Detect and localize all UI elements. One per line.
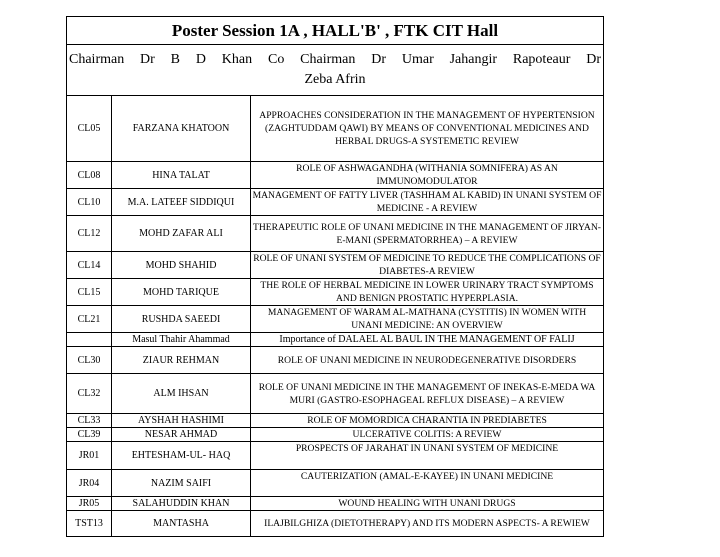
presenter-name: FARZANA KHATOON bbox=[112, 96, 251, 162]
poster-topic: APPROACHES CONSIDERATION IN THE MANAGEMENT OF HYPERTENSION (ZAGHTUDDAM QAWI) BY MEANS OF CONVENTIONAL MEDICINES AND HERBAL DRUGS-A SYSTEMETIC REVIEW bbox=[251, 96, 604, 162]
presenter-name: M.A. LATEEF SIDDIQUI bbox=[112, 189, 251, 216]
poster-topic: MANAGEMENT OF WARAM AL-MATHANA (CYSTITIS) IN WOMEN WITH UNANI MEDICINE: AN OVERVIEW bbox=[251, 306, 604, 333]
poster-code: CL32 bbox=[67, 374, 112, 414]
poster-code: CL05 bbox=[67, 96, 112, 162]
poster-topic: WOUND HEALING WITH UNANI DRUGS bbox=[251, 497, 604, 511]
poster-topic: ROLE OF ASHWAGANDHA (WITHANIA SOMNIFERA) AS AN IMMUNOMODULATOR bbox=[251, 162, 604, 189]
poster-session-table bbox=[66, 16, 604, 537]
poster-topic: ROLE OF UNANI SYSTEM OF MEDICINE TO REDUCE THE COMPLICATIONS OF DIABETES-A REVIEW bbox=[251, 252, 604, 279]
presenter-name: NAZIM SAIFI bbox=[112, 470, 251, 497]
presenter-name: SALAHUDDIN KHAN bbox=[112, 497, 251, 511]
table-row bbox=[67, 414, 604, 428]
poster-code: CL08 bbox=[67, 162, 112, 189]
rapporteur-name: Zeba Afrin bbox=[304, 72, 366, 87]
presenter-name: HINA TALAT bbox=[112, 162, 251, 189]
poster-topic: Importance of DALAEL AL BAUL IN THE MANAGEMENT OF FALIJ bbox=[251, 333, 604, 347]
table-row bbox=[67, 306, 604, 333]
rapporteur-label: Rapoteaur Dr bbox=[512, 52, 602, 67]
table-row bbox=[67, 162, 604, 189]
poster-code: CL10 bbox=[67, 189, 112, 216]
presenter-name: MOHD SHAHID bbox=[112, 252, 251, 279]
table-row bbox=[67, 252, 604, 279]
table-row bbox=[67, 279, 604, 306]
presenter-name: RUSHDA SAEEDI bbox=[112, 306, 251, 333]
presenter-name: NESAR AHMAD bbox=[112, 428, 251, 442]
poster-topic: ROLE OF UNANI MEDICINE IN NEURODEGENERATIVE DISORDERS bbox=[251, 347, 604, 374]
poster-topic: MANAGEMENT OF FATTY LIVER (TASHHAM AL KABID) IN UNANI SYSTEM OF MEDICINE - A REVIEW bbox=[251, 189, 604, 216]
table-row bbox=[67, 189, 604, 216]
presenter-name: ZIAUR REHMAN bbox=[112, 347, 251, 374]
poster-code: CL30 bbox=[67, 347, 112, 374]
presenter-name: ALM IHSAN bbox=[112, 374, 251, 414]
title-row bbox=[67, 17, 604, 45]
chairman: Chairman Dr B D Khan bbox=[69, 52, 253, 67]
poster-code: JR01 bbox=[67, 442, 112, 470]
session-title: Poster Session 1A , HALL'B' , FTK CIT Hall bbox=[67, 17, 604, 45]
co-chairman: Co Chairman Dr Umar Jahangir bbox=[268, 52, 498, 67]
poster-code: CL21 bbox=[67, 306, 112, 333]
poster-topic: ULCERATIVE COLITIS: A REVIEW bbox=[251, 428, 604, 442]
poster-topic: ROLE OF MOMORDICA CHARANTIA IN PREDIABETES bbox=[251, 414, 604, 428]
presenter-name: Masul Thahir Ahammad bbox=[112, 333, 251, 347]
poster-topic: THERAPEUTIC ROLE OF UNANI MEDICINE IN THE MANAGEMENT OF JIRYAN-E-MANI (SPERMATORRHEA) – A REVIEW bbox=[251, 216, 604, 252]
table-row bbox=[67, 333, 604, 347]
table-row bbox=[67, 96, 604, 162]
poster-code: CL12 bbox=[67, 216, 112, 252]
poster-code: JR04 bbox=[67, 470, 112, 497]
poster-code: JR05 bbox=[67, 497, 112, 511]
table-row bbox=[67, 428, 604, 442]
table-row bbox=[67, 442, 604, 470]
table-row bbox=[67, 347, 604, 374]
poster-code: CL14 bbox=[67, 252, 112, 279]
poster-topic: ROLE OF UNANI MEDICINE IN THE MANAGEMENT OF INEKAS-E-MEDA WA MURI (GASTRO-ESOPHAGEAL REFLUX DISEASE) – A REVIEW bbox=[251, 374, 604, 414]
table-row bbox=[67, 374, 604, 414]
session-chairs bbox=[67, 45, 604, 96]
poster-topic: PROSPECTS OF JARAHAT IN UNANI SYSTEM OF MEDICINE bbox=[251, 442, 604, 470]
table-row bbox=[67, 511, 604, 537]
presenter-name: MOHD ZAFAR ALI bbox=[112, 216, 251, 252]
table-row bbox=[67, 497, 604, 511]
table-row bbox=[67, 216, 604, 252]
presenter-name: MANTASHA bbox=[112, 511, 251, 537]
poster-topic: ILAJBILGHIZA (DIETOTHERAPY) AND ITS MODERN ASPECTS- A REWIEW bbox=[251, 511, 604, 537]
table-row bbox=[67, 470, 604, 497]
chairs-line-1 bbox=[69, 50, 601, 70]
poster-code: CL15 bbox=[67, 279, 112, 306]
presenter-name: MOHD TARIQUE bbox=[112, 279, 251, 306]
chair-row bbox=[67, 45, 604, 96]
poster-code: TST13 bbox=[67, 511, 112, 537]
poster-topic: THE ROLE OF HERBAL MEDICINE IN LOWER URINARY TRACT SYMPTOMS AND BENIGN PROSTATIC HYPERPLASIA. bbox=[251, 279, 604, 306]
poster-topic: CAUTERIZATION (AMAL-E-KAYEE) IN UNANI MEDICINE bbox=[251, 470, 604, 497]
poster-code bbox=[67, 333, 112, 347]
presenter-name: EHTESHAM-UL- HAQ bbox=[112, 442, 251, 470]
poster-code: CL33 bbox=[67, 414, 112, 428]
poster-code: CL39 bbox=[67, 428, 112, 442]
presenter-name: AYSHAH HASHIMI bbox=[112, 414, 251, 428]
